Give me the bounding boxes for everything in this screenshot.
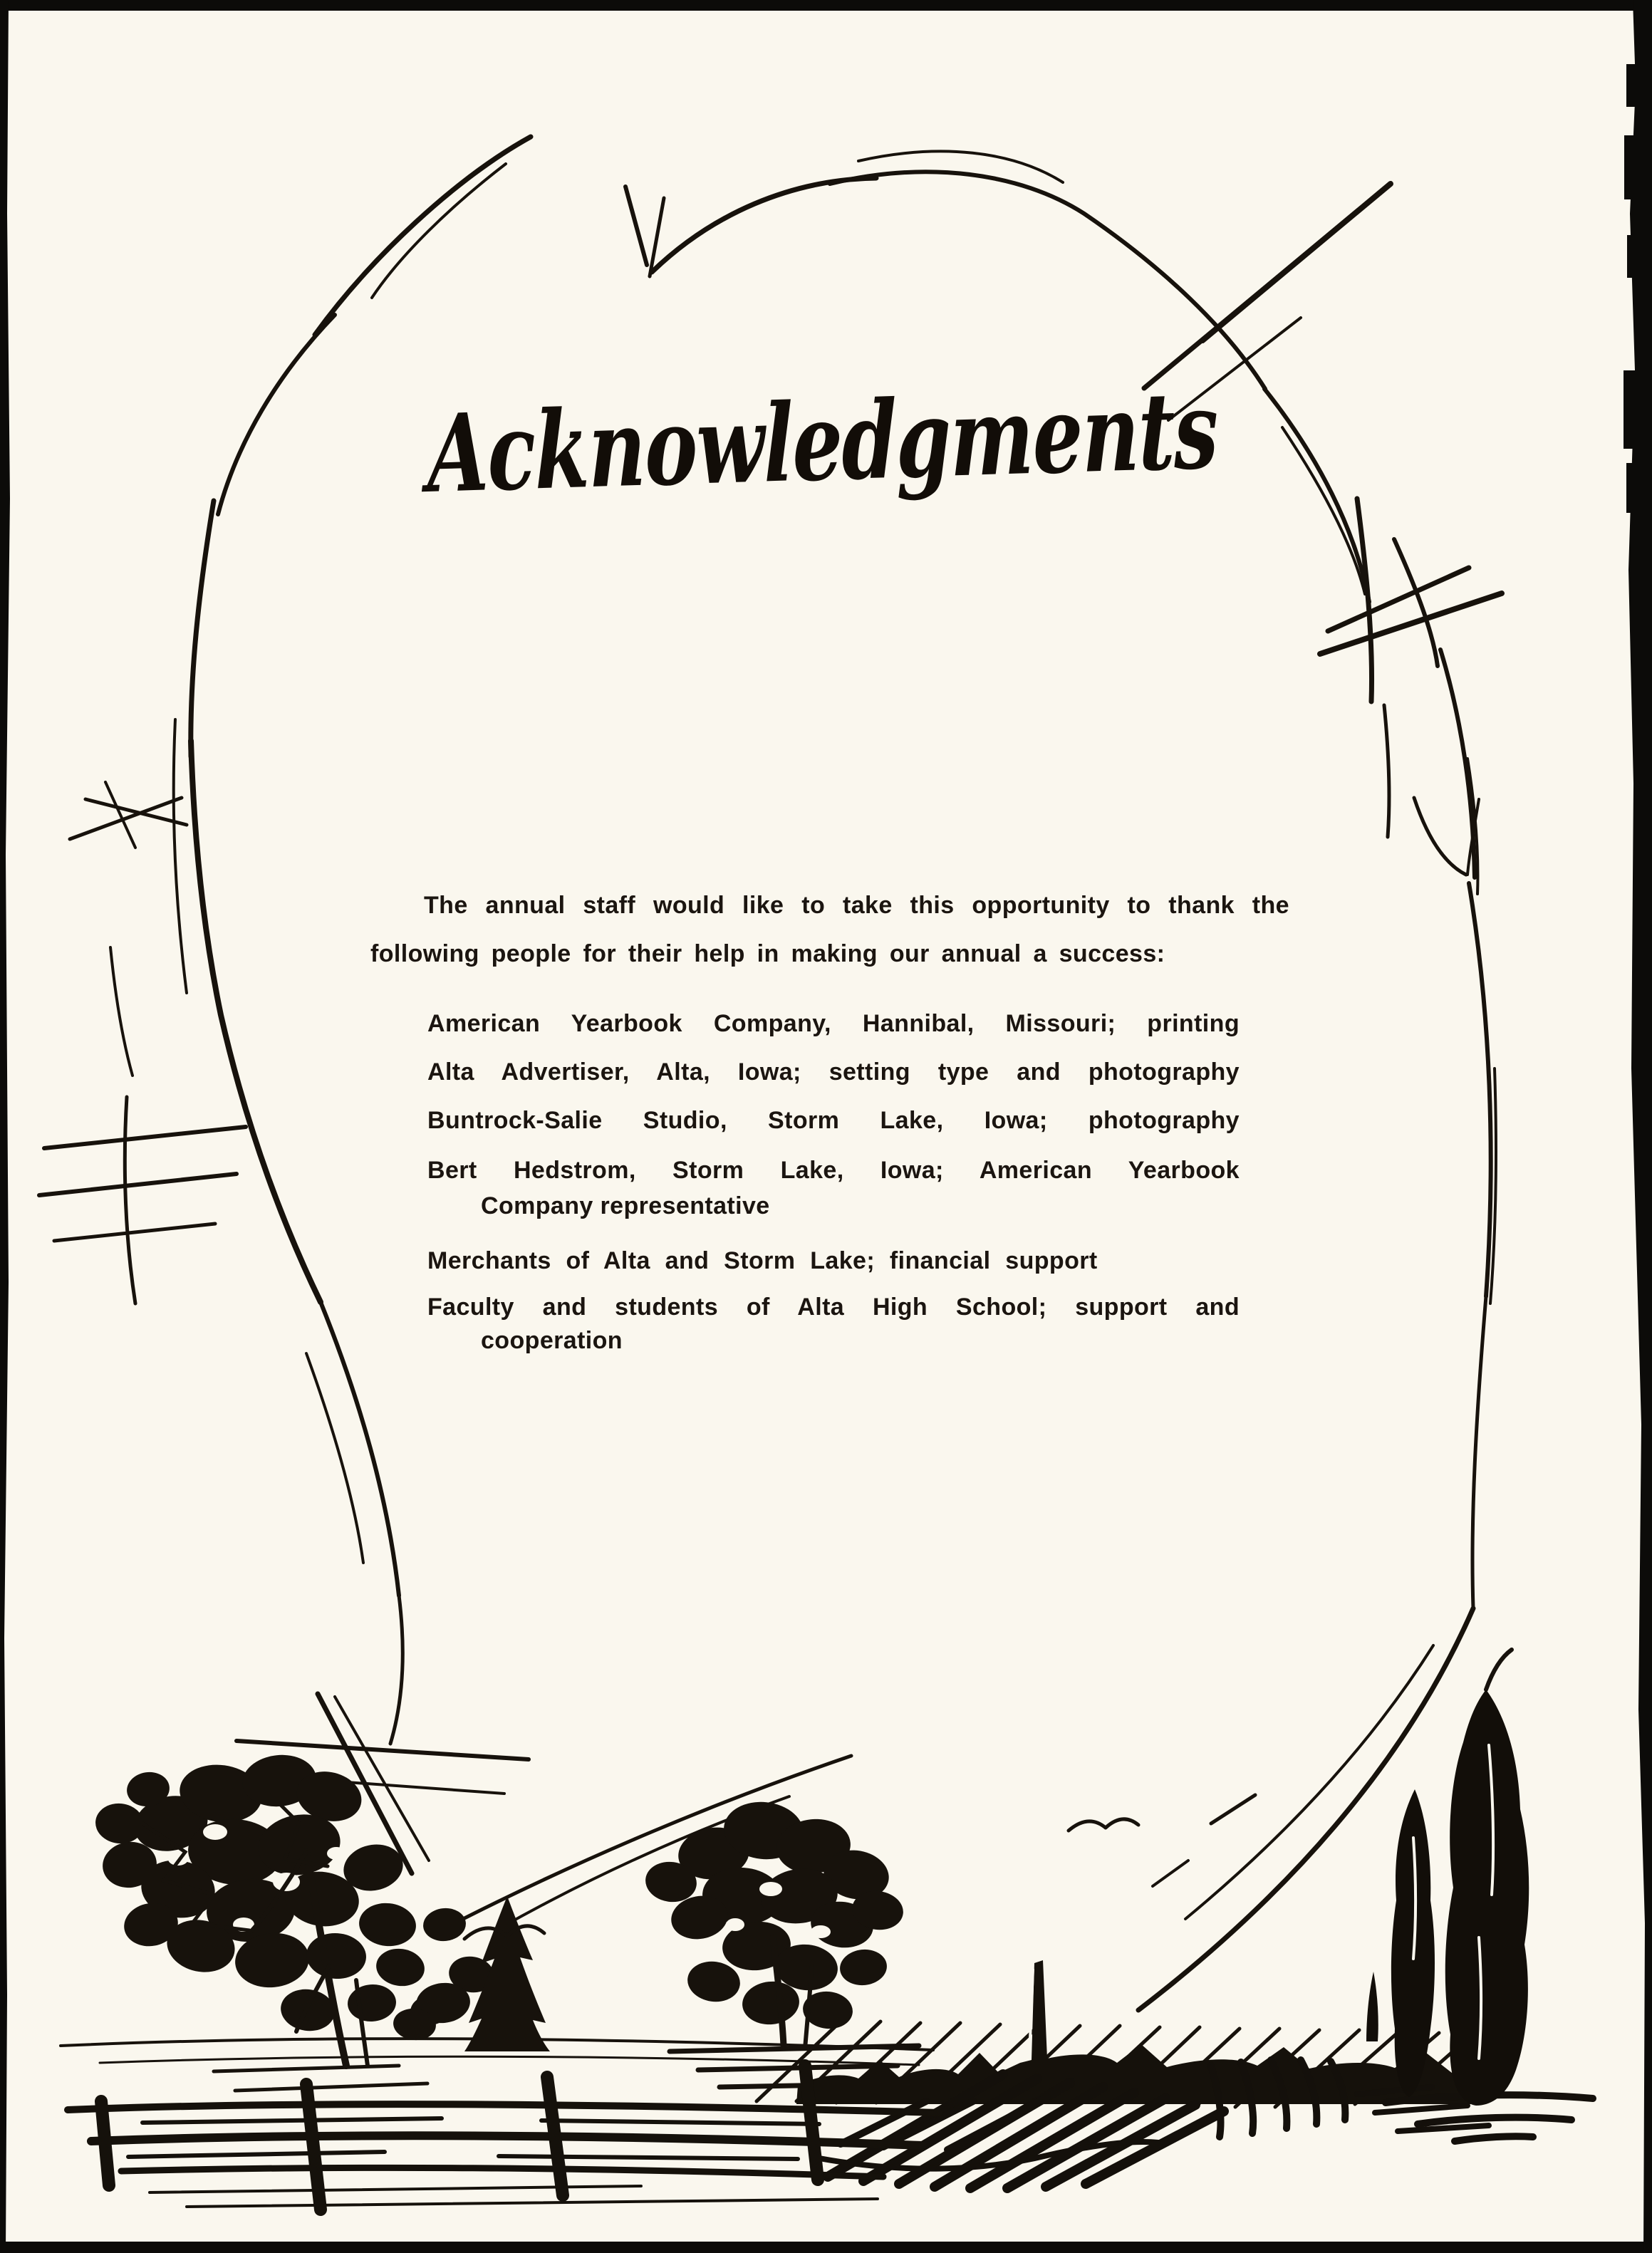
credit-line: Buntrock-Salie Studio, Storm Lake, Iowa; photography bbox=[427, 1107, 1240, 1134]
intro-line: The annual staff would like to take this opportunity to thank the bbox=[424, 892, 1289, 919]
page-title: Acknowledgments bbox=[426, 368, 1219, 517]
credit-line: Bert Hedstrom, Storm Lake, Iowa; American Yearbook bbox=[427, 1157, 1240, 1184]
credit-line-continued: cooperation bbox=[481, 1327, 623, 1354]
landscape-sketch bbox=[61, 1690, 1593, 2210]
credit-line-continued: Company representative bbox=[481, 1192, 770, 1219]
credit-line: Alta Advertiser, Alta, Iowa; setting type and photography bbox=[427, 1058, 1240, 1086]
intro-line: following people for their help in making our annual a success: bbox=[370, 940, 1165, 967]
distant-town-silhouette bbox=[796, 1960, 1483, 2104]
credit-line: American Yearbook Company, Hannibal, Missouri; printing bbox=[427, 1010, 1240, 1037]
credit-line: Merchants of Alta and Storm Lake; financial support bbox=[427, 1247, 1098, 1274]
rail-fence-sketch bbox=[68, 2066, 939, 2210]
credit-line: Faculty and students of Alta High School; support and bbox=[427, 1294, 1240, 1321]
